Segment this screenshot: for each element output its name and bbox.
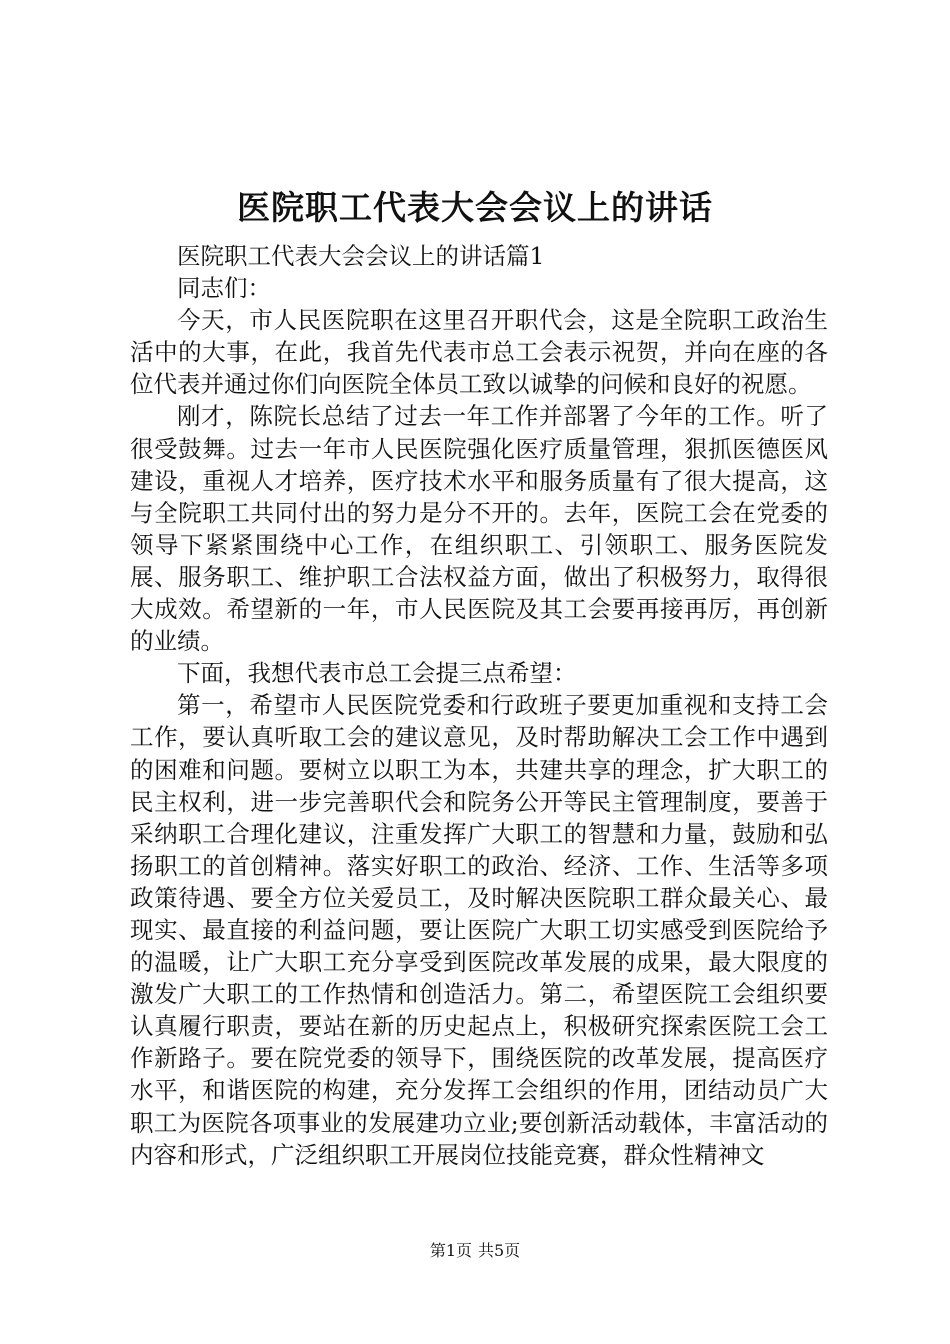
- paragraph: 今天，市人民医院职在这里召开职代会，这是全院职工政治生活中的大事，在此，我首先代表市总工会表示祝贺，并向在座的各位代表并通过你们向医院全体员工致以诚挚的问候和良好的祝愿。: [130, 306, 828, 399]
- page-total: 共5页: [478, 1241, 521, 1260]
- paragraph: 刚才，陈院长总结了过去一年工作并部署了今年的工作。听了很受鼓舞。过去一年市人民医院强化医疗质量管理，狠抓医德医风建设，重视人才培养，医疗技术水平和服务质量有了很大提高，这与全院职工共同付出的努力是分不开的。去年，医院工会在党委的领导下紧紧围绕中心工作，在组织职工、引领职工、服务医院发展、服务职工、维护职工合法权益方面，做出了积极努力，取得很大成效。希望新的一年，市人民医院及其工会要再接再厉，再创新的业绩。: [130, 402, 828, 656]
- page-footer: [0, 1240, 950, 1262]
- paragraph: 下面，我想代表市总工会提三点希望：: [177, 659, 577, 688]
- document-body: [130, 240, 828, 1171]
- section-heading: 医院职工代表大会会议上的讲话篇1: [177, 242, 545, 270]
- salutation: 同志们：: [177, 274, 271, 303]
- paragraph: 第一，希望市人民医院党委和行政班子要更加重视和支持工会工作，要认真听取工会的建议意见，及时帮助解决工会工作中遇到的困难和问题。要树立以职工为本，共建共享的理念，扩大职工的民主权利，进一步完善职代会和院务公开等民主管理制度，要善于采纳职工合理化建议，注重发挥广大职工的智慧和力量，鼓励和弘扬职工的首创精神。落实好职工的政治、经济、工作、生活等多项政策待遇、要全方位关爱员工，及时解决医院职工群众最关心、最现实、最直接的利益问题，要让医院广大职工切实感受到医院给予的温暖，让广大职工充分享受到医院改革发展的成果，最大限度的激发广大职工的工作热情和创造活力。第二，希望医院工会组织要认真履行职责，要站在新的历史起点上，积极研究探索医院工会工作新路子。要在院党委的领导下，围绕医院的改革发展，提高医疗水平，和谐医院的构建，充分发挥工会组织的作用，团结动员广大职工为医院各项事业的发展建功立业;要创新活动载体，丰富活动的内容和形式，广泛组织职工开展岗位技能竞赛，群众性精神文: [130, 691, 828, 1169]
- page-number: 第1页: [429, 1241, 472, 1260]
- document-title: 医院职工代表大会会议上的讲话: [237, 188, 713, 227]
